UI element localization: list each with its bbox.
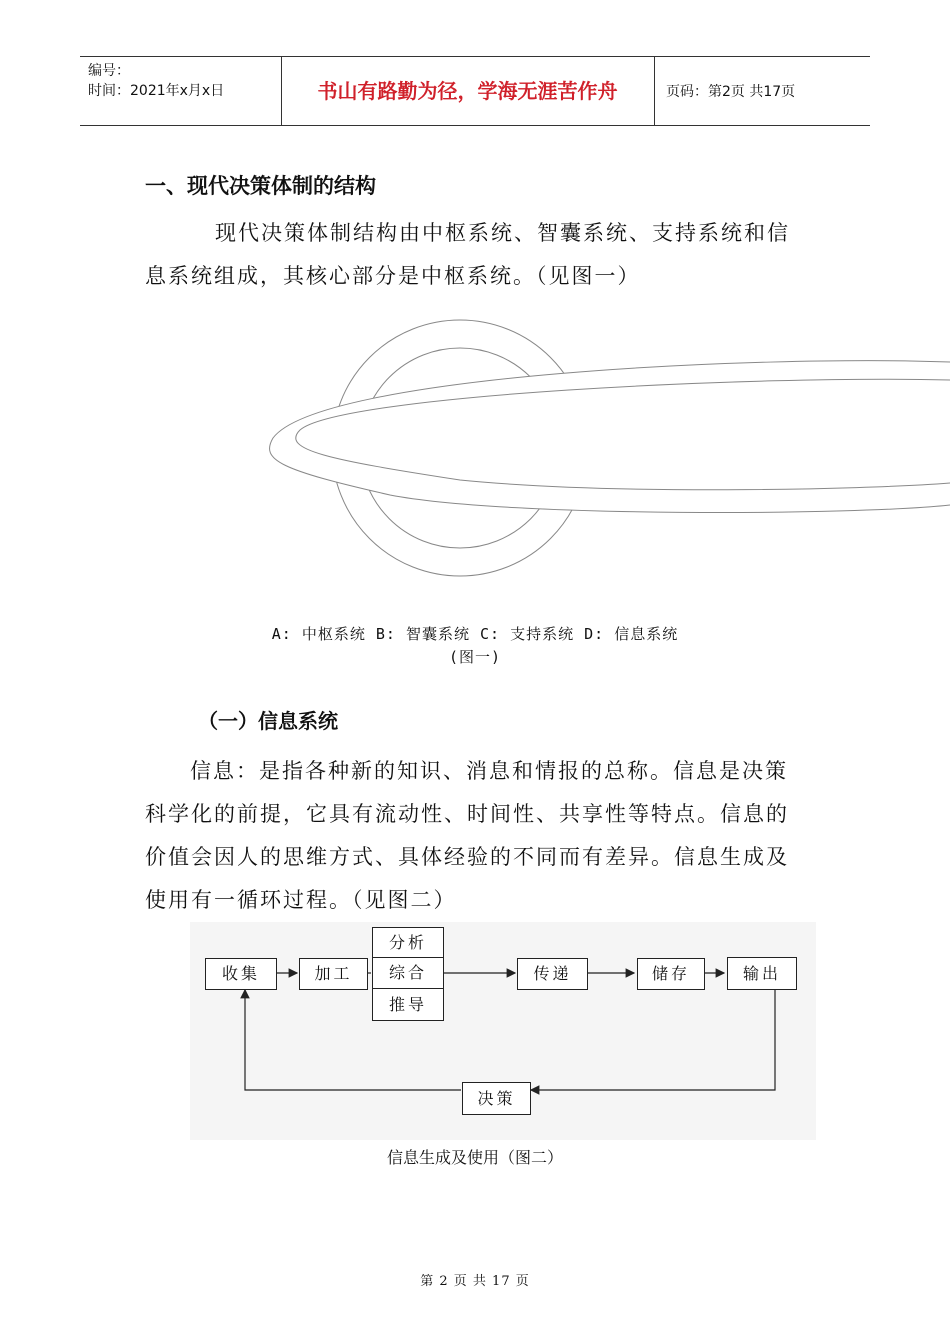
box-store: 储存 — [637, 958, 705, 990]
box-transmit: 传递 — [517, 958, 588, 990]
page-header — [80, 56, 870, 126]
box-process: 加工 — [299, 958, 368, 990]
box-decide: 决策 — [462, 1082, 531, 1115]
figure1-legend: A: 中枢系统 B: 智囊系统 C: 支持系统 D: 信息系统 — [271, 625, 679, 643]
section-paragraph: 现代决策体制结构由中枢系统、智囊系统、支持系统和信息系统组成，其核心部分是中枢系统。（见图一） — [145, 221, 790, 288]
box-collect: 收集 — [205, 958, 277, 990]
number-label: 编号： — [88, 63, 130, 79]
arrow-output-decide — [531, 988, 775, 1090]
section-title: 一、现代决策体制的结构 — [145, 174, 376, 198]
box-derive: 推导 — [372, 988, 444, 1021]
figure1-diagram — [260, 300, 950, 600]
subsection-paragraph: 信息：是指各种新的知识、消息和情报的总称。信息是决策科学化的前提，它具有流动性、时间性、共享性等特点。信息的价值会因人的思维方式、具体经验的不同而有差异。信息生成及使用有一循环过程。（见图二） — [145, 759, 789, 912]
figure2-flowchart — [190, 922, 816, 1140]
subsection-title: （一）信息系统 — [198, 709, 338, 733]
header-divider — [654, 57, 655, 125]
figure2-caption: 信息生成及使用（图二） — [386, 1148, 563, 1167]
time-label: 时间：2021年x月x日 — [88, 83, 225, 99]
header-page-info: 页码：第2页 共17页 — [666, 84, 796, 100]
header-meta — [88, 61, 224, 101]
page-footer: 第 2 页 共 17 页 — [420, 1274, 530, 1289]
box-analyze: 分析 — [372, 927, 444, 958]
box-output: 输出 — [727, 957, 797, 990]
figure1-caption: (图一) — [448, 648, 502, 666]
box-synthesize: 综合 — [372, 957, 444, 989]
header-motto: 书山有路勤为径，学海无涯苦作舟 — [317, 79, 618, 103]
